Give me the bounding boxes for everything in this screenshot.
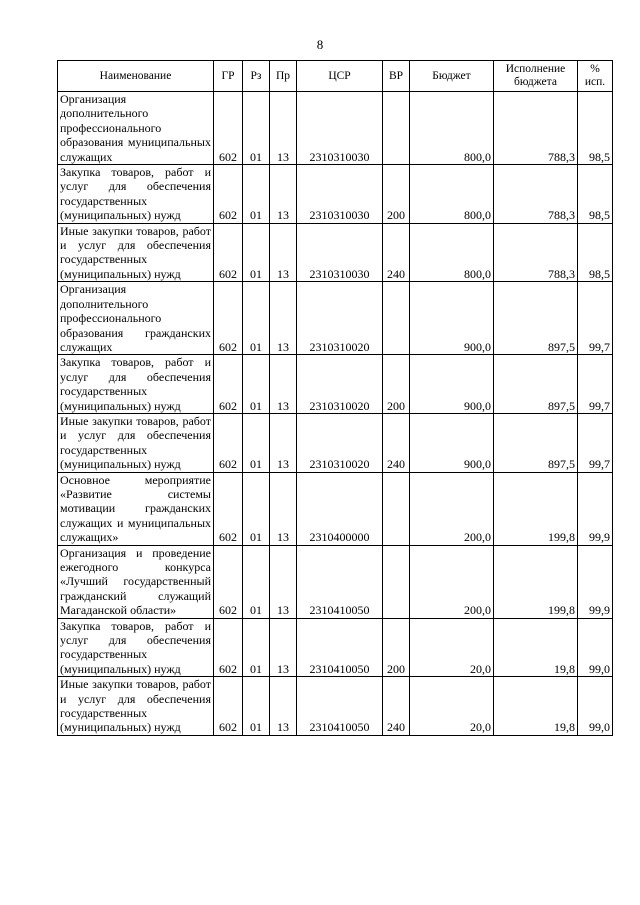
cell-vr: 200	[383, 355, 410, 414]
cell-pr: 13	[270, 618, 297, 677]
cell-csr: 2310310030	[297, 223, 383, 282]
table-row	[58, 618, 613, 677]
cell-name: Закупка товаров, работ и услуг для обеспечения государственных (муниципальных) нужд	[58, 618, 214, 677]
cell-budget: 900,0	[410, 355, 494, 414]
cell-execution: 19,8	[494, 677, 578, 736]
cell-pct: 99,9	[578, 545, 613, 618]
cell-csr: 2310310020	[297, 413, 383, 472]
cell-budget: 20,0	[410, 618, 494, 677]
cell-csr: 2310400000	[297, 472, 383, 545]
table-row	[58, 165, 613, 224]
col-header-pr: Пр	[270, 61, 297, 92]
cell-gr: 602	[214, 677, 243, 736]
cell-execution: 897,5	[494, 282, 578, 355]
cell-name: Основное мероприятие «Развитие системы мотивации гражданских служащих и муниципальных служащих»	[58, 472, 214, 545]
cell-pct: 98,5	[578, 223, 613, 282]
cell-csr: 2310310020	[297, 355, 383, 414]
budget-table	[57, 60, 613, 736]
cell-budget: 900,0	[410, 413, 494, 472]
cell-rz: 01	[243, 355, 270, 414]
cell-pct: 99,9	[578, 472, 613, 545]
cell-gr: 602	[214, 165, 243, 224]
cell-gr: 602	[214, 223, 243, 282]
cell-gr: 602	[214, 282, 243, 355]
cell-vr	[383, 282, 410, 355]
cell-csr: 2310410050	[297, 618, 383, 677]
cell-budget: 800,0	[410, 223, 494, 282]
cell-name: Иные закупки товаров, работ и услуг для обеспечения государственных (муниципальных) нужд	[58, 413, 214, 472]
cell-name: Закупка товаров, работ и услуг для обеспечения государственных (муниципальных) нужд	[58, 355, 214, 414]
col-header-vr: ВР	[383, 61, 410, 92]
table-row	[58, 223, 613, 282]
table-row	[58, 355, 613, 414]
cell-execution: 199,8	[494, 472, 578, 545]
cell-gr: 602	[214, 545, 243, 618]
cell-budget: 800,0	[410, 165, 494, 224]
cell-pr: 13	[270, 282, 297, 355]
page-number: 8	[316, 37, 324, 52]
cell-execution: 199,8	[494, 545, 578, 618]
col-header-percent: % исп.	[578, 61, 613, 92]
cell-execution: 788,3	[494, 165, 578, 224]
cell-budget: 800,0	[410, 92, 494, 165]
cell-csr: 2310310030	[297, 92, 383, 165]
table-row	[58, 677, 613, 736]
cell-csr: 2310310020	[297, 282, 383, 355]
table-row	[58, 413, 613, 472]
cell-execution: 897,5	[494, 413, 578, 472]
cell-budget: 200,0	[410, 545, 494, 618]
cell-vr: 240	[383, 223, 410, 282]
table-row	[58, 92, 613, 165]
col-header-name: Наименование	[58, 61, 214, 92]
table-header-row	[58, 61, 613, 92]
cell-gr: 602	[214, 355, 243, 414]
cell-gr: 602	[214, 413, 243, 472]
col-header-rz: Рз	[243, 61, 270, 92]
cell-csr: 2310410050	[297, 677, 383, 736]
cell-pct: 99,0	[578, 618, 613, 677]
cell-vr: 240	[383, 413, 410, 472]
cell-pct: 99,7	[578, 355, 613, 414]
cell-budget: 900,0	[410, 282, 494, 355]
cell-vr: 200	[383, 165, 410, 224]
cell-budget: 200,0	[410, 472, 494, 545]
cell-name: Иные закупки товаров, работ и услуг для обеспечения государственных (муниципальных) нужд	[58, 223, 214, 282]
cell-gr: 602	[214, 472, 243, 545]
cell-vr	[383, 545, 410, 618]
cell-pct: 99,0	[578, 677, 613, 736]
cell-execution: 788,3	[494, 92, 578, 165]
cell-gr: 602	[214, 618, 243, 677]
col-header-execution: Исполнение бюджета	[494, 61, 578, 92]
cell-name: Организация дополнительного профессионального образования муниципальных служащих	[58, 92, 214, 165]
cell-rz: 01	[243, 618, 270, 677]
cell-rz: 01	[243, 165, 270, 224]
table-row	[58, 282, 613, 355]
cell-pr: 13	[270, 545, 297, 618]
cell-vr	[383, 472, 410, 545]
cell-rz: 01	[243, 472, 270, 545]
cell-pr: 13	[270, 165, 297, 224]
cell-rz: 01	[243, 413, 270, 472]
cell-pr: 13	[270, 677, 297, 736]
cell-name: Организация дополнительного профессионального образования гражданских служащих	[58, 282, 214, 355]
cell-vr: 200	[383, 618, 410, 677]
cell-rz: 01	[243, 223, 270, 282]
cell-pct: 98,5	[578, 92, 613, 165]
cell-pct: 99,7	[578, 282, 613, 355]
cell-name: Организация и проведение ежегодного конкурса «Лучший государственный гражданский служащий Магаданской области»	[58, 545, 214, 618]
cell-execution: 19,8	[494, 618, 578, 677]
cell-pr: 13	[270, 92, 297, 165]
cell-vr	[383, 92, 410, 165]
cell-pct: 99,7	[578, 413, 613, 472]
cell-vr: 240	[383, 677, 410, 736]
cell-rz: 01	[243, 92, 270, 165]
cell-name: Закупка товаров, работ и услуг для обеспечения государственных (муниципальных) нужд	[58, 165, 214, 224]
col-header-budget: Бюджет	[410, 61, 494, 92]
table-row	[58, 545, 613, 618]
table-row	[58, 472, 613, 545]
cell-pr: 13	[270, 223, 297, 282]
col-header-csr: ЦСР	[297, 61, 383, 92]
cell-csr: 2310410050	[297, 545, 383, 618]
cell-rz: 01	[243, 282, 270, 355]
cell-pr: 13	[270, 472, 297, 545]
cell-execution: 788,3	[494, 223, 578, 282]
cell-pr: 13	[270, 413, 297, 472]
cell-rz: 01	[243, 677, 270, 736]
cell-pr: 13	[270, 355, 297, 414]
cell-execution: 897,5	[494, 355, 578, 414]
cell-pct: 98,5	[578, 165, 613, 224]
cell-gr: 602	[214, 92, 243, 165]
cell-rz: 01	[243, 545, 270, 618]
cell-name: Иные закупки товаров, работ и услуг для обеспечения государственных (муниципальных) нужд	[58, 677, 214, 736]
col-header-gr: ГР	[214, 61, 243, 92]
cell-budget: 20,0	[410, 677, 494, 736]
cell-csr: 2310310030	[297, 165, 383, 224]
